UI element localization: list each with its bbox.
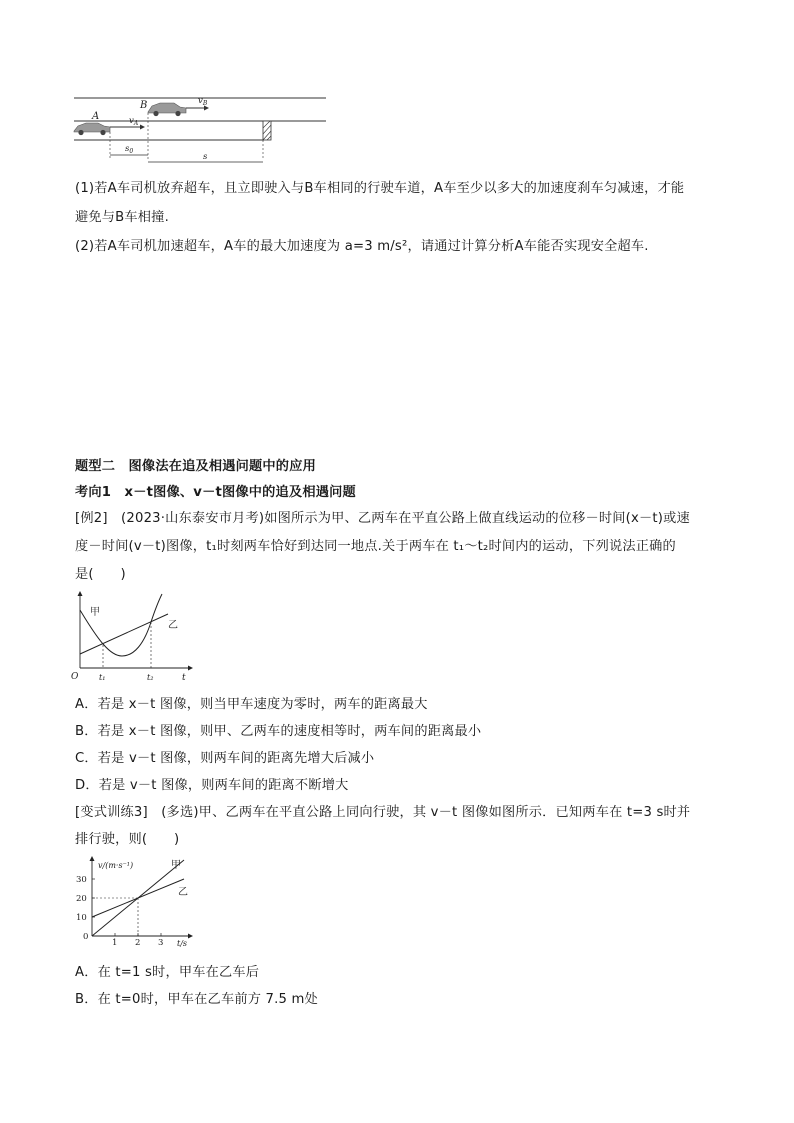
x-tick-label: 1 [112,938,118,948]
section-title: 题型二 图像法在追及相遇问题中的应用 [75,459,316,474]
car-b-icon [148,103,186,116]
label-t2: t₂ [147,673,154,682]
q2-line1: (2)若A车司机加速超车，A车的最大加速度为 a=3 m/s²，请通过计算分析A车能否实现安全超车. [75,239,649,254]
label-yi: 乙 [168,620,178,631]
label-vb: $v_B$ [198,96,208,107]
label-va: $v_A$ [129,116,139,127]
y-tick-label: 10 [76,913,87,923]
subsection-text: x－t图像、v－t图像中的追及相遇问题 [124,485,356,500]
line-yi [80,614,168,654]
vt-chart [70,853,200,948]
ex2-line3: 是( ) [75,567,126,582]
example-graph [70,588,195,683]
option-d: D．若是 v－t 图像，则两车间的距离不断增大 [75,778,349,793]
label-t1: t₁ [99,673,106,682]
subsection-prefix: 考向1 [75,485,125,500]
option-a: A．若是 x－t 图像，则当甲车速度为零时，两车的距离最大 [75,697,428,712]
ex2-line1: [例2] (2023·山东泰安市月考)如图所示为甲、乙两车在平直公路上做直线运动的位移－时间(x－t)或速 [75,511,690,526]
road-figure [70,90,330,170]
label-jia: 甲 [90,607,100,618]
answer-a: A．在 t=1 s时，甲车在乙车后 [75,965,260,980]
series-label-jia: 甲 [171,860,181,871]
label-car-b: B [140,100,148,111]
curve-jia [80,594,162,656]
label-s0: $s_0$ [125,144,134,155]
x-tick-label: 2 [135,938,141,948]
subsection-title [75,481,356,500]
label-s: s [203,152,208,162]
series-label-yi: 乙 [178,887,188,898]
label-car-a: A [92,111,100,122]
q1-line1: (1)若A车司机放弃超车，且立即驶入与B车相同的行驶车道，A车至少以多大的加速度刹车匀减速，才能 [75,181,685,196]
var3-line2: 排行驶，则( ) [75,832,180,847]
vt-ylabel: v/(m·s⁻¹) [98,861,134,870]
vt-xlabel: t/s [177,939,188,948]
var3-line1: [变式训练3] (多选)甲、乙两车在平直公路上同向行驶，其 v－t 图像如图所示．已知两车在 t=3 s时并 [75,805,691,820]
y-tick-label: 30 [76,875,87,885]
ex2-line2: 度－时间(v－t)图像，t₁时刻两车恰好到达同一地点.关于两车在 t₁～t₂时间内的运动，下列说法正确的 [75,539,676,554]
x-tick-label: 3 [158,938,164,948]
y-tick-label: 20 [76,894,87,904]
q1-line2: 避免与B车相撞. [75,210,169,225]
label-t: t [182,673,186,683]
car-a-icon [74,123,110,135]
answer-b: B．在 t=0时，甲车在乙车前方 7.5 m处 [75,992,318,1007]
y-tick-label: 0 [83,932,89,942]
label-origin: O [71,672,79,682]
option-b: B．若是 x－t 图像，则甲、乙两车的速度相等时，两车间的距离最小 [75,724,482,739]
option-c: C．若是 v－t 图像，则两车间的距离先增大后减小 [75,751,375,766]
